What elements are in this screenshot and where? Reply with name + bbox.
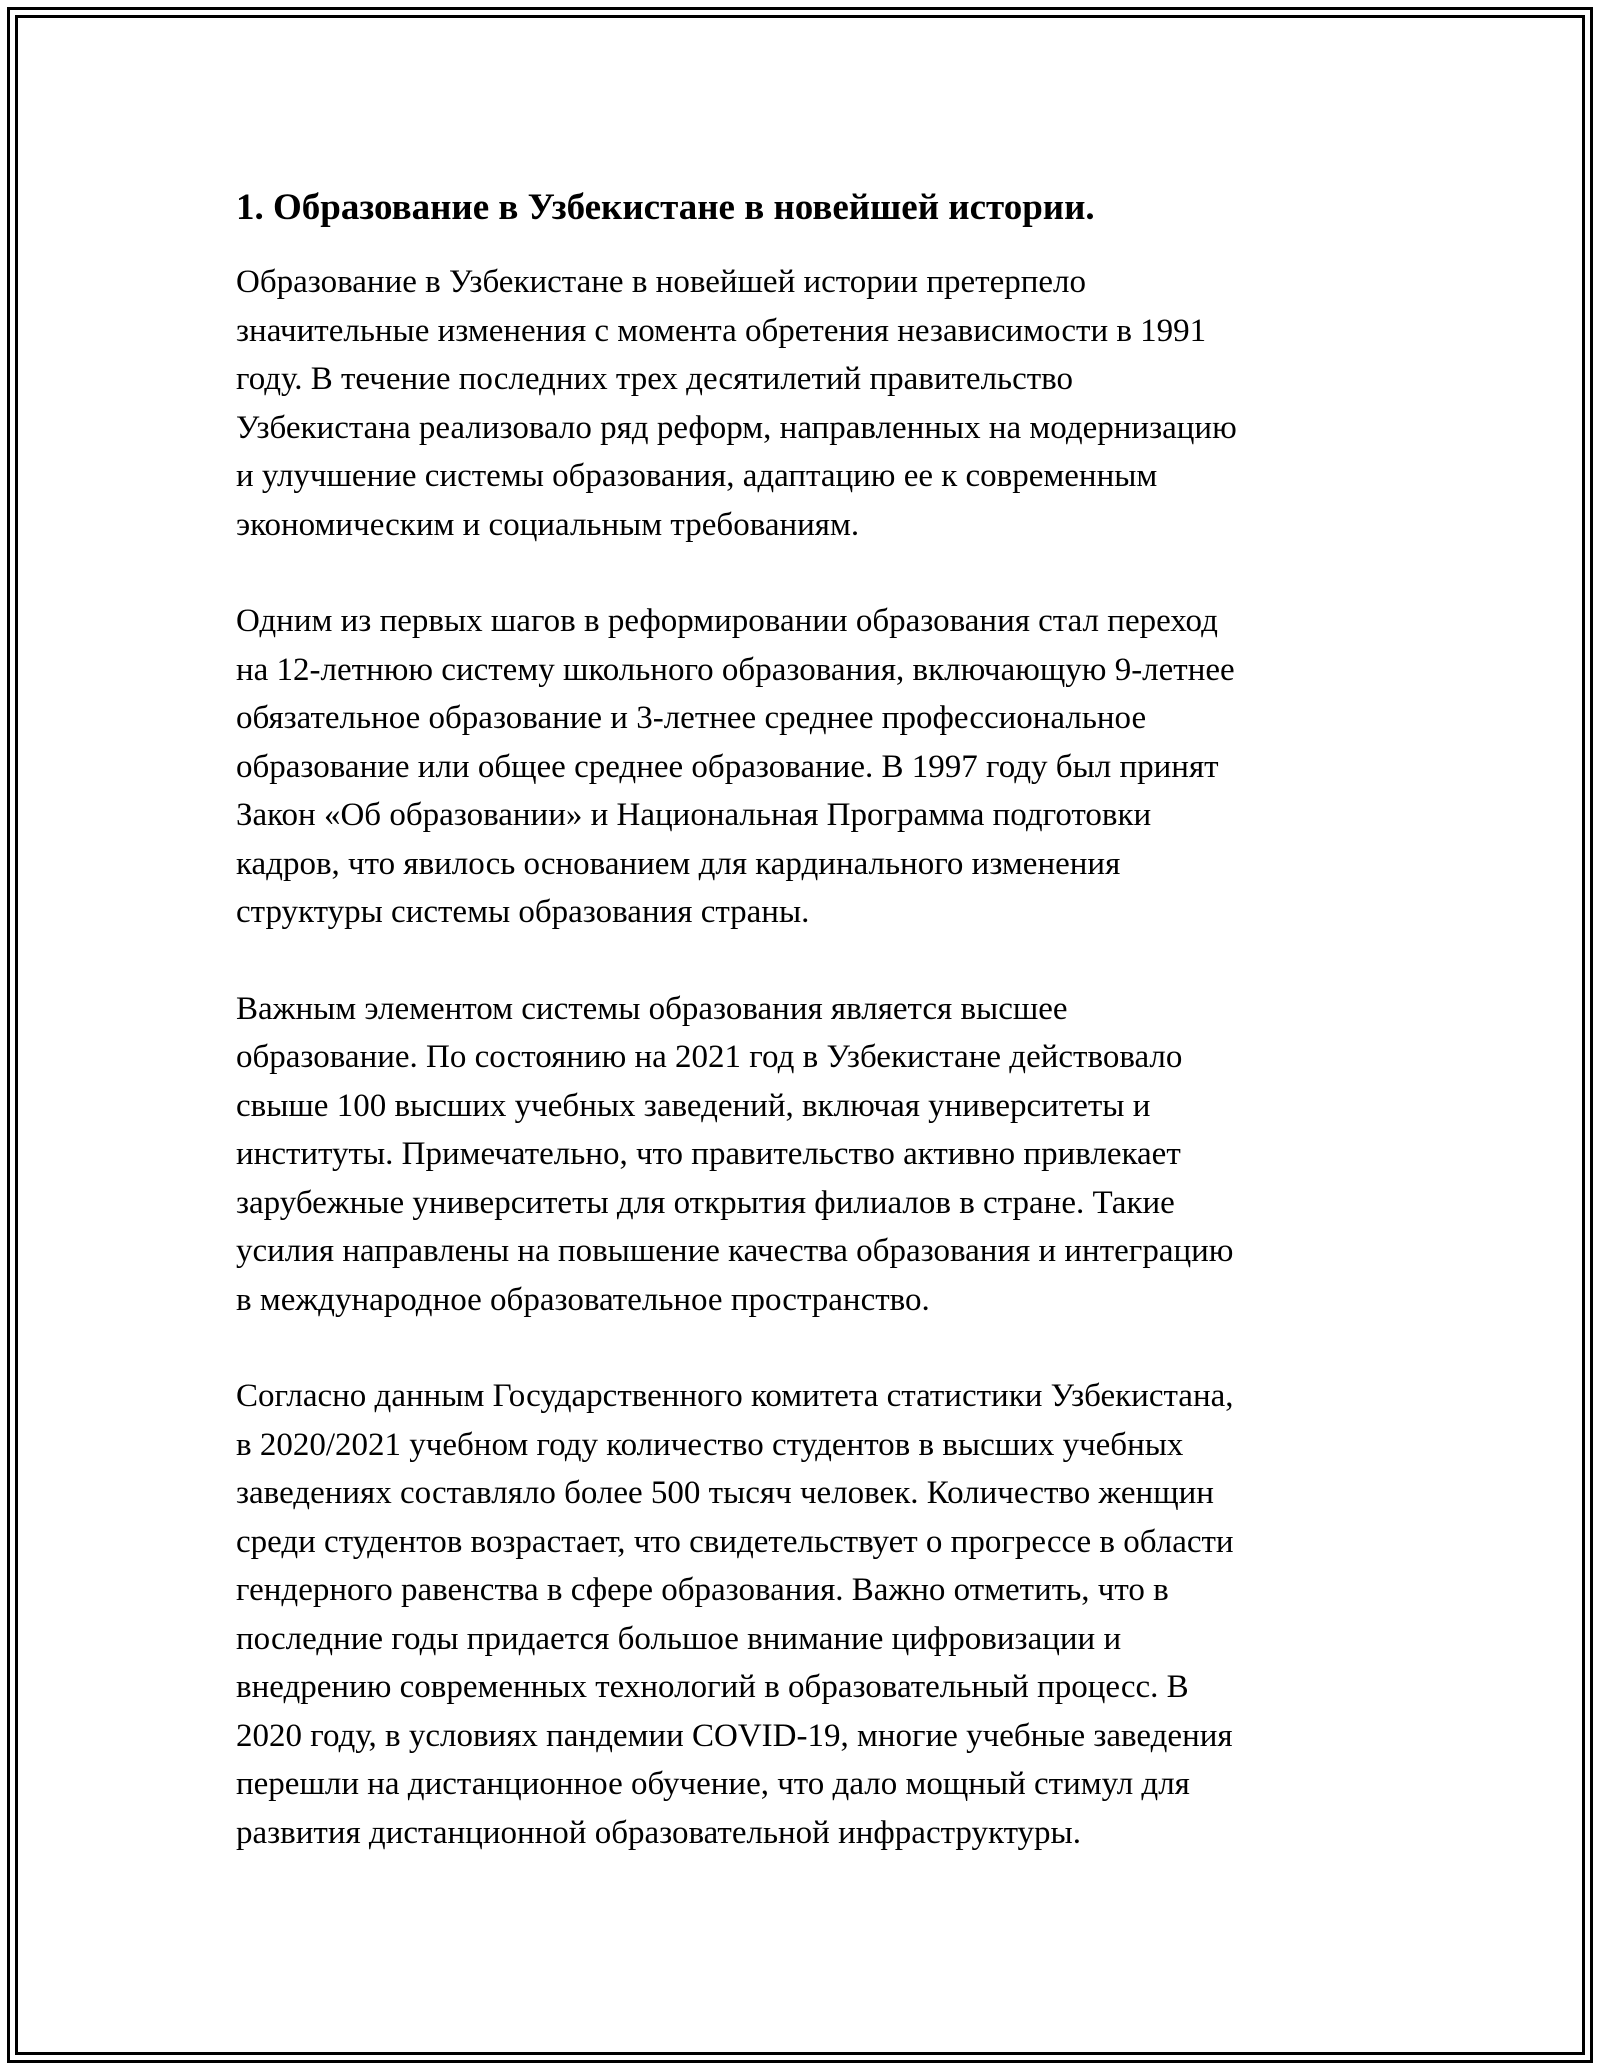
- paragraph-1: Образование в Узбекистане в новейшей истории претерпело значительные изменения с момента обретения независимости в 1991 году. В течение последних трех десятилетий правительство Узбекистана реализовало ряд реформ, направленных на модернизацию и улучшение системы образования, адаптацию ее к современным экономическим и социальным требованиям.: [236, 264, 1237, 543]
- paragraph-2: Одним из первых шагов в реформировании образования стал переход на 12-летнюю систему школьного образования, включающую 9-летнее обязательное образование и 3-летнее среднее профессиональное образование или общее среднее образование. В 1997 году был принят Закон «Об образовании» и Национальная Программа подготовки кадров, что явилось основанием для кардинального изменения структуры системы образования страны.: [236, 603, 1235, 930]
- paragraph-3: Важным элементом системы образования является высшее образование. По состоянию на 2021 год в Узбекистане действовало свыше 100 высших учебных заведений, включая университеты и институты. Примечательно, что правительство активно привлекает зарубежные университеты для открытия филиалов в стране. Такие усилия направлены на повышение качества образования и интеграцию в международное образовательное пространство.: [236, 990, 1234, 1318]
- paragraph-4: Согласно данным Государственного комитета статистики Узбекистана, в 2020/2021 учебном году количество студентов в высших учебных заведениях составляло более 500 тысяч человек. Количество женщин среди студентов возрастает, что свидетельствует о прогрессе в области гендерного равенства в сфере образования. Важно отметить, что в последние годы придается большое внимание цифровизации и внедрению современных технологий в образовательный процесс. В 2020 году, в условиях пандемии COVID-19, многие учебные заведения перешли на дистанционное обучение, что дало мощный стимул для развития дистанционной образовательной инфраструктуры.: [236, 1378, 1234, 1851]
- section-heading: 1. Образование в Узбекистане в новейшей истории.: [236, 187, 1095, 228]
- document-body: [236, 184, 1371, 1905]
